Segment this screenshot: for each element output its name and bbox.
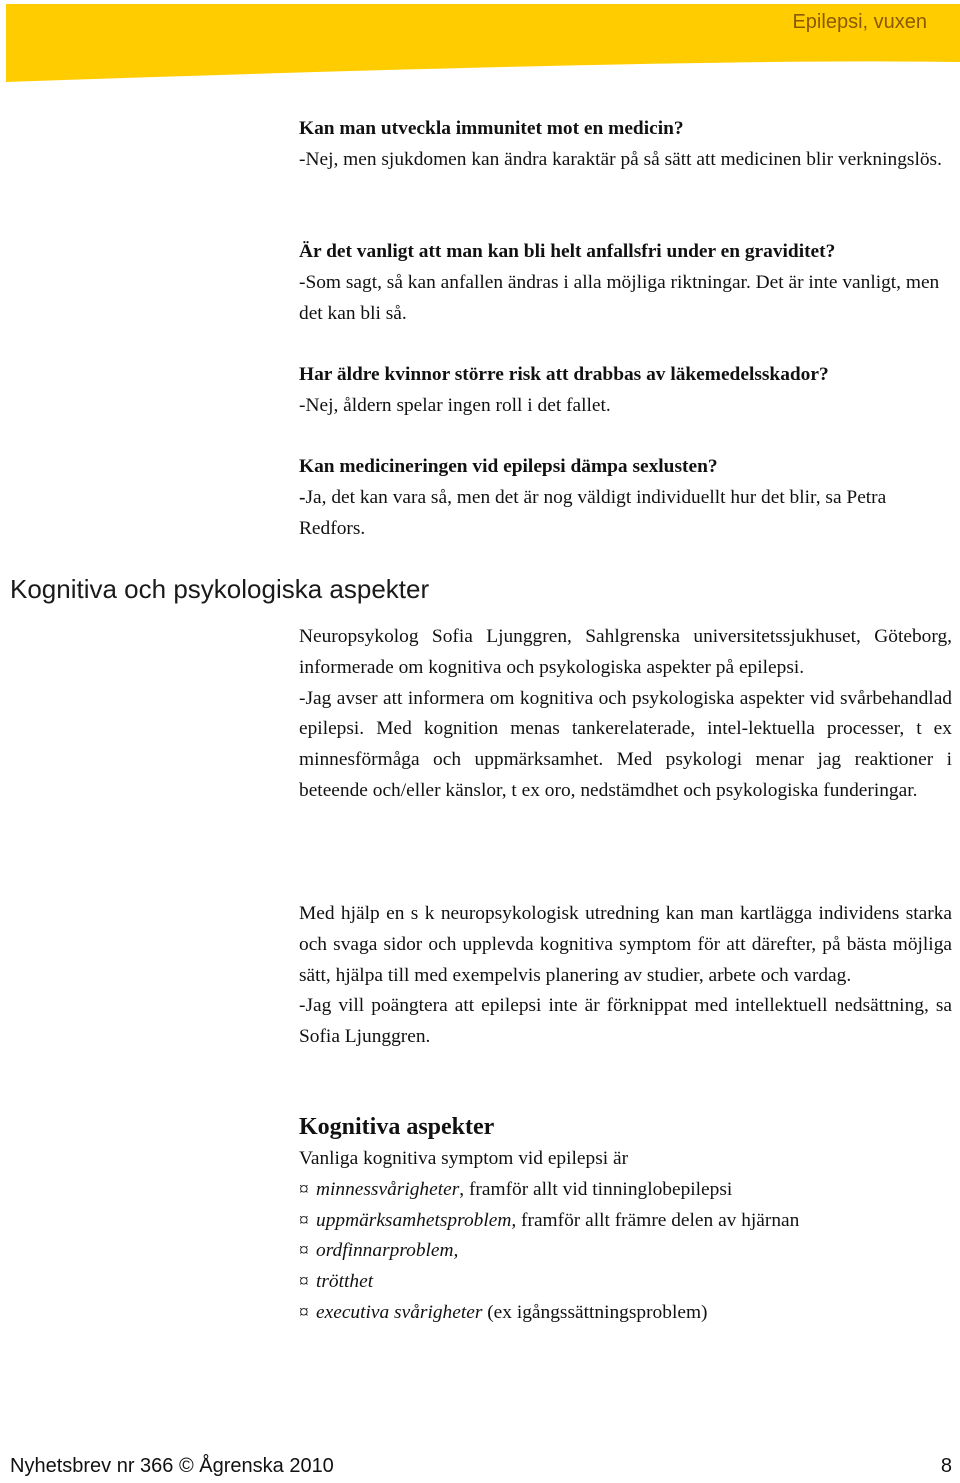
- question-1: Kan man utveckla immunitet mot en medicin?: [299, 118, 684, 139]
- section-paragraph-3: Med hjälp en s k neuropsykologisk utredning kan man kartlägga individens starka och svaga sidor och upplevda kognitiva symptom för att därefter, på bästa möjliga sätt, hjälpa till med exempelvis planering av studier, arbete och vardag.: [299, 903, 952, 986]
- symptom-detail: (ex igångssättningsproblem): [482, 1301, 708, 1323]
- answer-4-prefix: -: [299, 486, 306, 508]
- symptom-item: [299, 1206, 952, 1237]
- question-2: Är det vanligt att man kan bli helt anfallsfri under en graviditet?: [299, 241, 836, 262]
- answer-4: [299, 483, 952, 545]
- cognitive-section: [299, 1110, 952, 1329]
- bullet-icon: ¤: [299, 1209, 309, 1231]
- question-4: Kan medicineringen vid epilepsi dämpa sexlusten?: [299, 456, 718, 477]
- section-paragraph-1: Neuropsykolog Sofia Ljunggren, Sahlgrenska universitetssjukhuset, Göteborg, informerade om kognitiva och psykologiska aspekter på epilepsi.: [299, 626, 952, 678]
- qa-block-2: [299, 237, 952, 329]
- symptom-detail: , framför allt vid tinninglobepilepsi: [459, 1178, 733, 1200]
- symptom-item: [299, 1175, 952, 1206]
- answer-3: -Nej, åldern spelar ingen roll i det fallet.: [299, 394, 611, 416]
- section-paragraph-4: -Jag vill poängtera att epilepsi inte är förknippat med intellektuell nedsättning, sa Sofia Ljunggren.: [299, 995, 952, 1048]
- symptom-term: ordfinnarproblem,: [316, 1240, 459, 1262]
- qa-block-4: [299, 452, 952, 544]
- bullet-icon: ¤: [299, 1301, 309, 1323]
- bullet-icon: ¤: [299, 1271, 309, 1293]
- cognitive-intro: Vanliga kognitiva symptom vid epilepsi är: [299, 1148, 629, 1169]
- symptom-term: minnessvårigheter: [316, 1178, 460, 1200]
- question-3: Har äldre kvinnor större risk att drabbas av läkemedelsskador?: [299, 364, 829, 385]
- symptom-item: [299, 1236, 952, 1267]
- qa-block-1: [299, 114, 952, 176]
- symptom-term: executiva svårigheter: [316, 1301, 483, 1323]
- header-title: Epilepsi, vuxen: [792, 11, 927, 33]
- section-paragraph-2: -Jag avser att informera om kognitiva och psykologiska aspekter vid svårbehandlad epilepsi. Med kognition menas tankerelaterade, intel-lektuella processer, t ex minnesförmåga och uppmärksamhet. Med psykologi menar jag reaktioner i beteende och/eller känslor, t ex oro, nedstämdhet och psykologiska funderingar.: [299, 687, 952, 801]
- symptom-term: uppmärksamhetsproblem,: [316, 1209, 517, 1231]
- symptom-term: trötthet: [316, 1271, 374, 1293]
- symptom-item: [299, 1267, 952, 1298]
- qa-block-3: [299, 360, 952, 422]
- header-banner: [0, 0, 960, 84]
- symptom-detail: framför allt främre delen av hjärnan: [516, 1209, 800, 1231]
- footer-publication: Nyhetsbrev nr 366 © Ågrenska 2010: [10, 1455, 334, 1477]
- answer-2: -Som sagt, så kan anfallen ändras i alla möjliga riktningar. Det är inte vanligt, men det kan bli så.: [299, 271, 940, 324]
- symptom-item: [299, 1298, 952, 1329]
- answer-1: -Nej, men sjukdomen kan ändra karaktär på så sätt att medicinen blir verkningslös.: [299, 148, 942, 170]
- section-body-1: [299, 622, 952, 807]
- bullet-icon: ¤: [299, 1178, 309, 1200]
- section-body-2: [299, 899, 952, 1053]
- page-number: 8: [940, 1455, 952, 1477]
- bullet-icon: ¤: [299, 1240, 309, 1262]
- answer-4-text: Ja, det kan vara så, men det är nog väldigt individuellt hur det blir, sa Petra Redfors.: [299, 486, 887, 539]
- section-title: Kognitiva och psykologiska aspekter: [10, 574, 430, 604]
- cognitive-title: Kognitiva aspekter: [299, 1114, 495, 1140]
- symptom-list: [299, 1175, 952, 1329]
